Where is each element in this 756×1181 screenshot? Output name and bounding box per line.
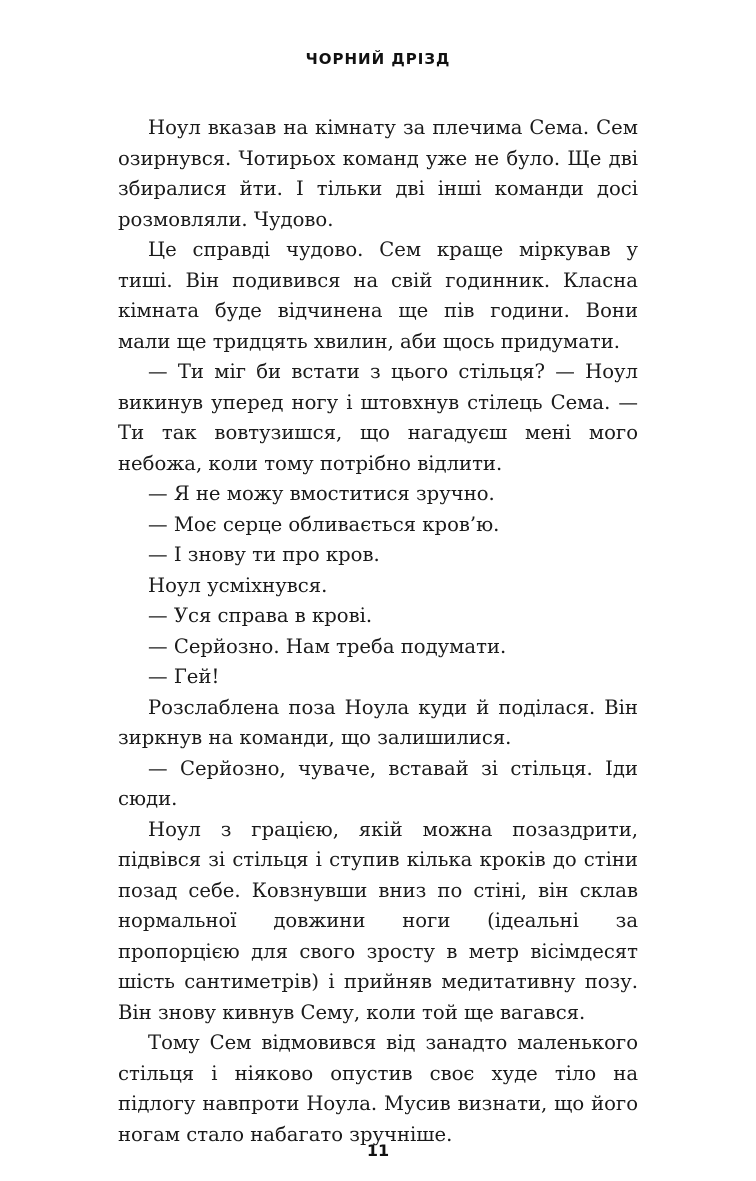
paragraph: — Ти міг би встати з цього стільця? — Ноул викинув уперед ногу і штовхнув стілець Сема. — Ти так вовтузишся, що нагадуєш мені мого небожа, коли тому потрібно відлити. (118, 360, 638, 475)
paragraph: Тому Сем відмовився від занадто маленького стільця і ніяково опустив своє худе тіло на підлогу навпроти Ноула. Мусив визнати, що його ногам стало набагато зручніше. (118, 1031, 638, 1146)
running-title: ЧОРНИЙ ДРІЗД (305, 50, 451, 68)
paragraph: Розслаблена поза Ноула куди й поділася. Він зиркнув на команди, що залишилися. (118, 695, 638, 749)
body-text (118, 113, 638, 1150)
paragraph: — Я не можу вмоститися зручно. (148, 482, 495, 505)
paragraph: — І знову ти про кров. (148, 543, 380, 566)
paragraph: Це справді чудово. Сем краще міркував у тиші. Він подивився на свій годинник. Класна кімната буде відчинена ще пів години. Вони мали ще тридцять хвилин, аби щось придумати. (118, 238, 638, 353)
paragraph: — Моє серце обливається кров’ю. (148, 512, 500, 536)
paragraph: Ноул вказав на кімнату за плечима Сема. Сем озирнувся. Чотирьох команд уже не було. Ще дві збиралися йти. І тільки дві інші команди досі розмовляли. Чудово. (118, 116, 638, 231)
paragraph: Ноул з грацією, якій можна позаздрити, підвівся зі стільця і ступив кілька кроків до стіни позад себе. Ковзнувши вниз по стіні, він склав нормальної довжини ноги (ідеальні за пропорцією для свого зросту в метр вісімдесят шість сантиметрів) і прийняв медитативну позу. Він знову кивнув Сему, коли той ще вагався. (118, 817, 638, 1024)
paragraph: — Серйозно, чуваче, вставай зі стільця. Іди сюди. (118, 756, 638, 810)
page-number: 11 (366, 1141, 390, 1160)
paragraph: Ноул усміхнувся. (148, 573, 328, 597)
paragraph: — Уся справа в крові. (148, 604, 373, 627)
paragraph: — Серйозно. Нам треба подумати. (148, 634, 507, 658)
paragraph: — Гей! (148, 665, 220, 688)
